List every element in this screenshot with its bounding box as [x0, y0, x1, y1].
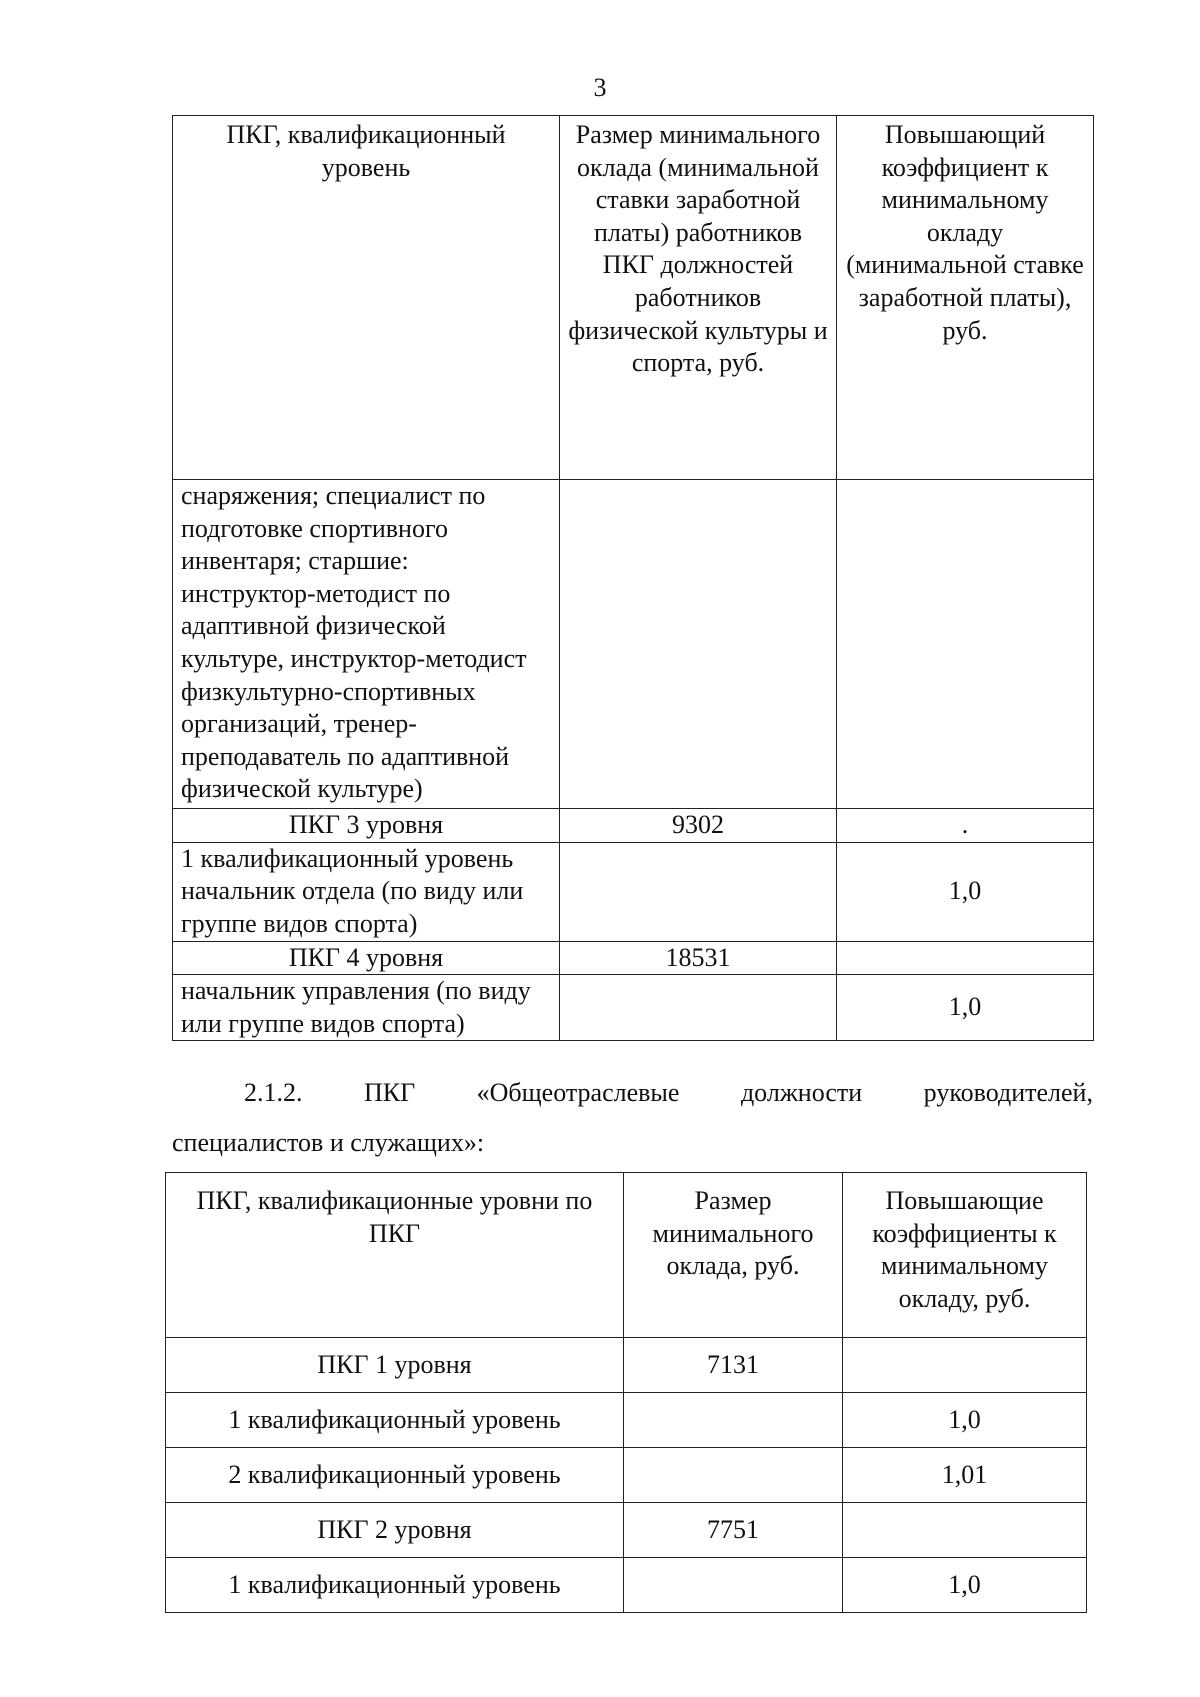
cell-coefficient: 1,01	[843, 1448, 1087, 1503]
cell-coefficient: 1,0	[843, 1393, 1087, 1448]
section-heading-line	[172, 1078, 1093, 1108]
cell-qualification-level: 1 квалификационный уровень	[166, 1393, 624, 1448]
cell-qualification-level	[173, 975, 560, 1041]
cell-salary: 9302	[560, 809, 837, 843]
cell-coefficient: 1,0	[837, 975, 1094, 1041]
section-word: ПКГ	[364, 1078, 416, 1107]
cell-salary	[624, 1558, 843, 1613]
cell-pkg-level: ПКГ 4 уровня	[173, 941, 560, 975]
cell-coefficient: 1,0	[837, 842, 1094, 941]
cell-qualification-level: 2 квалификационный уровень	[166, 1448, 624, 1503]
table-row	[173, 809, 1094, 843]
cell-pkg-level: ПКГ 1 уровня	[166, 1338, 624, 1393]
cell-pkg-level: ПКГ 3 уровня	[173, 809, 560, 843]
table-row	[173, 941, 1094, 975]
text-line: снаряжения; специалист по	[181, 481, 486, 510]
cell-salary: 7131	[624, 1338, 843, 1393]
cell-coefficient: .	[837, 809, 1094, 843]
section-heading-continuation: специалистов и служащих»:	[172, 1128, 485, 1157]
cell-coefficient	[843, 1338, 1087, 1393]
cell-qualification-level: 1 квалификационный уровень	[166, 1558, 624, 1613]
text-line: культуре, инструктор-методист	[181, 643, 527, 673]
table-header-row	[173, 116, 1094, 480]
page-number: 3	[593, 73, 607, 102]
header-minimum-salary: Размер минимального оклада (минимальной ставки заработной платы) работников ПКГ должностей работников физической культуры и спорта, руб.	[560, 116, 837, 480]
cell-coefficient	[837, 941, 1094, 975]
cell-salary	[560, 975, 837, 1041]
cell-coefficient	[837, 480, 1094, 809]
text-line: 1 квалификационный уровень	[181, 843, 514, 873]
table-row	[166, 1393, 1087, 1448]
header-qualification-levels: ПКГ, квалификационные уровни по ПКГ	[166, 1173, 624, 1338]
text-line: организаций, тренер-	[181, 709, 417, 739]
text-line: начальник управления (по виду	[181, 976, 531, 1006]
text-line: физкультурно-спортивных	[181, 676, 476, 706]
cell-salary	[560, 842, 837, 941]
table-row	[166, 1503, 1087, 1558]
header-qualification-level: ПКГ, квалификационный уровень	[173, 116, 560, 480]
table-row	[173, 975, 1094, 1041]
table-header-row	[166, 1173, 1087, 1338]
cell-pkg-level: ПКГ 2 уровня	[166, 1503, 624, 1558]
cell-salary	[624, 1448, 843, 1503]
header-coefficient: Повышающий коэффициент к минимальному окладу (минимальной ставке заработной платы), руб.	[837, 116, 1094, 480]
cell-coefficient: 1,0	[843, 1558, 1087, 1613]
table-row	[173, 842, 1094, 941]
cell-salary: 7751	[624, 1503, 843, 1558]
table-physical-culture-salaries	[172, 115, 1094, 1041]
text-line: физической культуре)	[181, 774, 423, 804]
table-row	[166, 1338, 1087, 1393]
header-coefficients: Повышающие коэффициенты к минимальному окладу, руб.	[843, 1173, 1087, 1338]
section-word: «Общеотраслевые	[476, 1078, 680, 1107]
section-word: руководителей,	[923, 1078, 1093, 1107]
text-line: инвентаря; старшие:	[181, 546, 409, 576]
table-row	[166, 1558, 1087, 1613]
row-position-list	[173, 480, 560, 809]
cell-salary	[560, 480, 837, 809]
text-line: адаптивной физической	[181, 611, 446, 641]
cell-salary: 18531	[560, 941, 837, 975]
text-line: начальник отдела (по виду или	[181, 876, 524, 906]
text-line: группе видов спорта)	[181, 908, 418, 938]
cell-coefficient	[843, 1503, 1087, 1558]
header-minimum-salary: Размер минимального оклада, руб.	[624, 1173, 843, 1338]
table-general-positions-salaries	[165, 1172, 1087, 1613]
cell-salary	[624, 1393, 843, 1448]
text-line: инструктор-методист по	[181, 578, 451, 608]
text-line: подготовке спортивного	[181, 513, 448, 543]
section-word: должности	[740, 1078, 863, 1107]
table-row	[173, 480, 1094, 809]
cell-qualification-level	[173, 842, 560, 941]
text-line: преподаватель по адаптивной	[181, 741, 510, 771]
section-number: 2.1.2.	[244, 1078, 303, 1107]
text-line: или группе видов спорта)	[181, 1008, 465, 1038]
table-row	[166, 1448, 1087, 1503]
